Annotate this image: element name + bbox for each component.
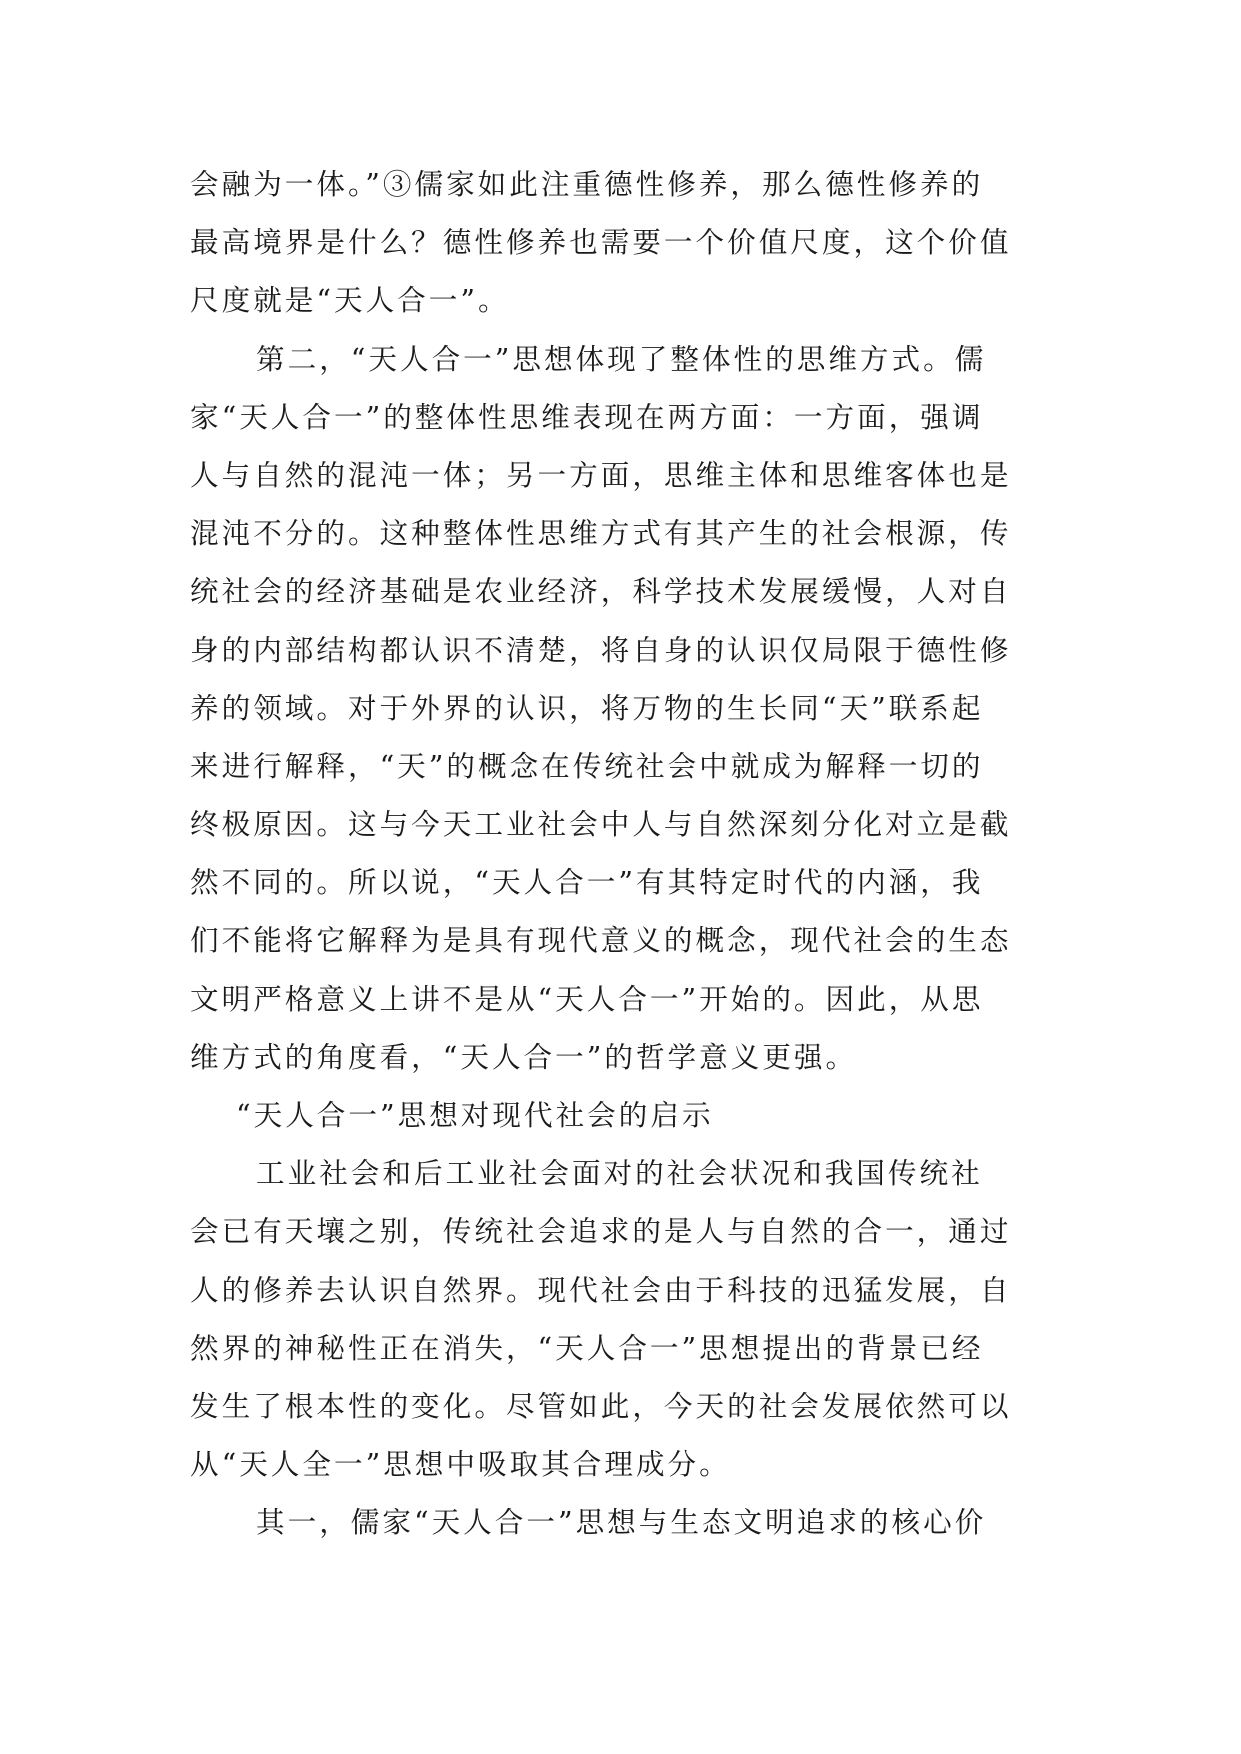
- text-line: 发生了根本性的变化。尽管如此，今天的社会发展依然可以: [190, 1388, 1012, 1423]
- text-line: 混沌不分的。这种整体性思维方式有其产生的社会根源，传: [190, 516, 1012, 551]
- text-line: 身的内部结构都认识不清楚，将自身的认识仅局限于德性修: [190, 632, 1012, 667]
- text-line: 然界的神秘性正在消失，“天人合一”思想提出的背景已经: [190, 1330, 984, 1365]
- text-line: 家“天人合一”的整体性思维表现在两方面：一方面，强调: [190, 399, 984, 434]
- text-line: 终极原因。这与今天工业社会中人与自然深刻分化对立是截: [190, 807, 1012, 842]
- text-line: 从“天人全一”思想中吸取其合理成分。: [190, 1447, 731, 1482]
- text-line: 最高境界是什么？德性修养也需要一个价值尺度，这个价值: [190, 225, 1012, 260]
- section-heading: “天人合一”思想对现代社会的启示: [236, 1098, 714, 1132]
- text-line: 然不同的。所以说，“天人合一”有其特定时代的内涵，我: [190, 865, 984, 900]
- paragraph-first-line: 工业社会和后工业社会面对的社会状况和我国传统社: [256, 1156, 983, 1191]
- text-line: 养的领域。对于外界的认识，将万物的生长同“天”联系起: [190, 690, 984, 725]
- body-text: [190, 155, 1050, 1552]
- text-line: 来进行解释，“天”的概念在传统社会中就成为解释一切的: [190, 748, 984, 783]
- text-line: 尺度就是“天人合一”。: [190, 283, 510, 318]
- paragraph-first-line: 其一，儒家“天人合一”思想与生态文明追求的核心价: [256, 1505, 987, 1540]
- text-line: 文明严格意义上讲不是从“天人合一”开始的。因此，从思: [190, 981, 984, 1016]
- text-line: 人与自然的混沌一体；另一方面，思维主体和思维客体也是: [190, 457, 1012, 492]
- text-line: 们不能将它解释为是具有现代意义的概念，现代社会的生态: [190, 923, 1012, 958]
- paragraph-first-line: 第二，“天人合一”思想体现了整体性的思维方式。儒: [256, 341, 987, 376]
- text-line: 人的修养去认识自然界。现代社会由于科技的迅猛发展，自: [190, 1272, 1012, 1307]
- text-line: 会已有天壤之别，传统社会追求的是人与自然的合一，通过: [190, 1214, 1012, 1249]
- text-line: 会融为一体。”③儒家如此注重德性修养，那么德性修养的: [190, 167, 984, 201]
- text-line: 维方式的角度看，“天人合一”的哲学意义更强。: [190, 1039, 858, 1074]
- text-line: 统社会的经济基础是农业经济，科学技术发展缓慢，人对自: [190, 574, 1012, 609]
